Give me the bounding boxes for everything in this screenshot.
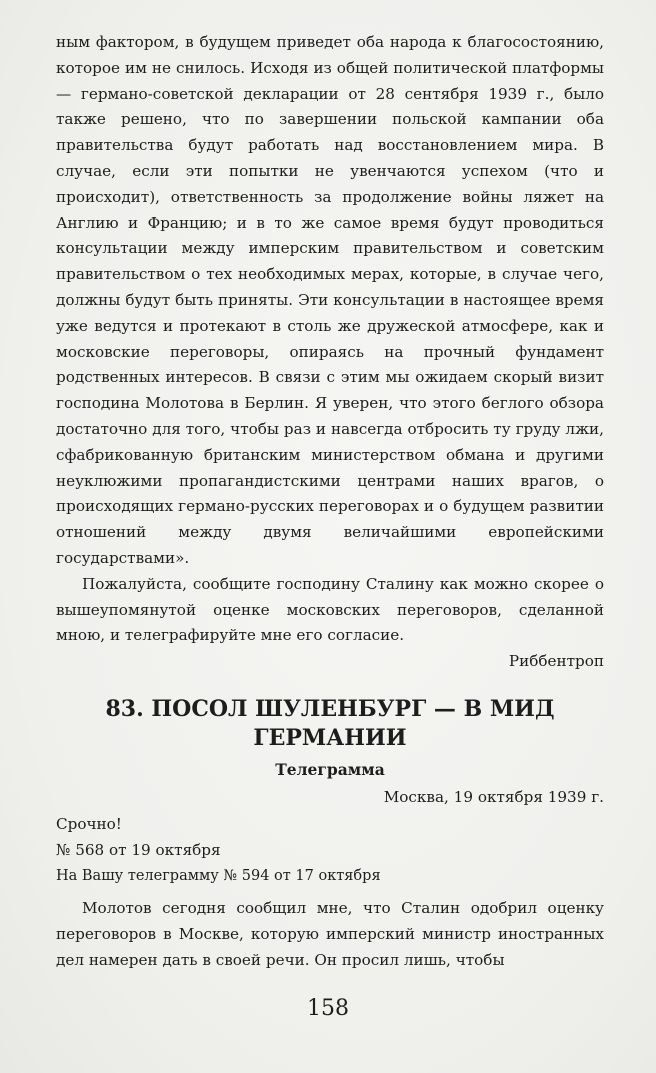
document-type: Телеграмма bbox=[275, 760, 385, 779]
continuation-paragraph: ным фактором, в будущем приведет оба народа к благосостоянию, которое им не снилось. Исходя из общей политической платформы — германо-советской декларации от 28 сентября 1939 г., было также решено, что по завершении польской кампании оба правительства будут работать над восстановлением мира. В случае, если эти попытки не увенчаются успехом (что и происходит), ответственность за продолжение войны ляжет на Англию и Францию; и в то же самое время будут проводиться консультации между имперским правительством и советским правительством о тех необходимых мерах, которые, в случае чего, должны будут быть приняты. Эти консультации в настоящее время уже ведутся и протекают в столь же дружеской атмосфере, как и московские переговоры, опираясь на прочный фундамент родственных интересов. В связи с этим мы ожидаем скорый визит господина Молотова в Берлин. Я уверен, что этого беглого обзора достаточно для того, чтобы раз и навсегда отбросить ту груду лжи, сфабрикованную британским министерством обмана и другими неуклюжими пропагандистскими центрами наших врагов, о происходящих германо-русских переговорах и о будущем развитии отношений между двумя величайшими европейскими государствами». bbox=[56, 33, 604, 567]
place-date: Москва, 19 октября 1939 г. bbox=[383, 788, 604, 806]
body-text-bottom bbox=[56, 896, 604, 973]
telegram-number: № 568 от 19 октября bbox=[56, 841, 221, 859]
final-paragraph: Молотов сегодня сообщил мне, что Сталин одобрил оценку переговоров в Москве, которую имперский министр иностранных дел намерен дать в своей речи. Он просил лишь, чтобы bbox=[56, 899, 604, 969]
urgency-note: Срочно! bbox=[56, 815, 122, 833]
page-number: 158 bbox=[307, 996, 349, 1021]
reference-line: На Вашу телеграмму № 594 от 17 октября bbox=[56, 868, 381, 884]
signature: Риббентроп bbox=[508, 652, 604, 671]
document-heading: 83. ПОСОЛ ШУЛЕНБУРГ — В МИД ГЕРМАНИИ bbox=[105, 696, 555, 751]
body-text-top bbox=[56, 30, 604, 675]
request-paragraph: Пожалуйста, сообщите господину Сталину как можно скорее о вышеупомянутой оценке московских переговоров, сделанной мною, и телеграфируйте мне его согласие. bbox=[56, 574, 604, 645]
